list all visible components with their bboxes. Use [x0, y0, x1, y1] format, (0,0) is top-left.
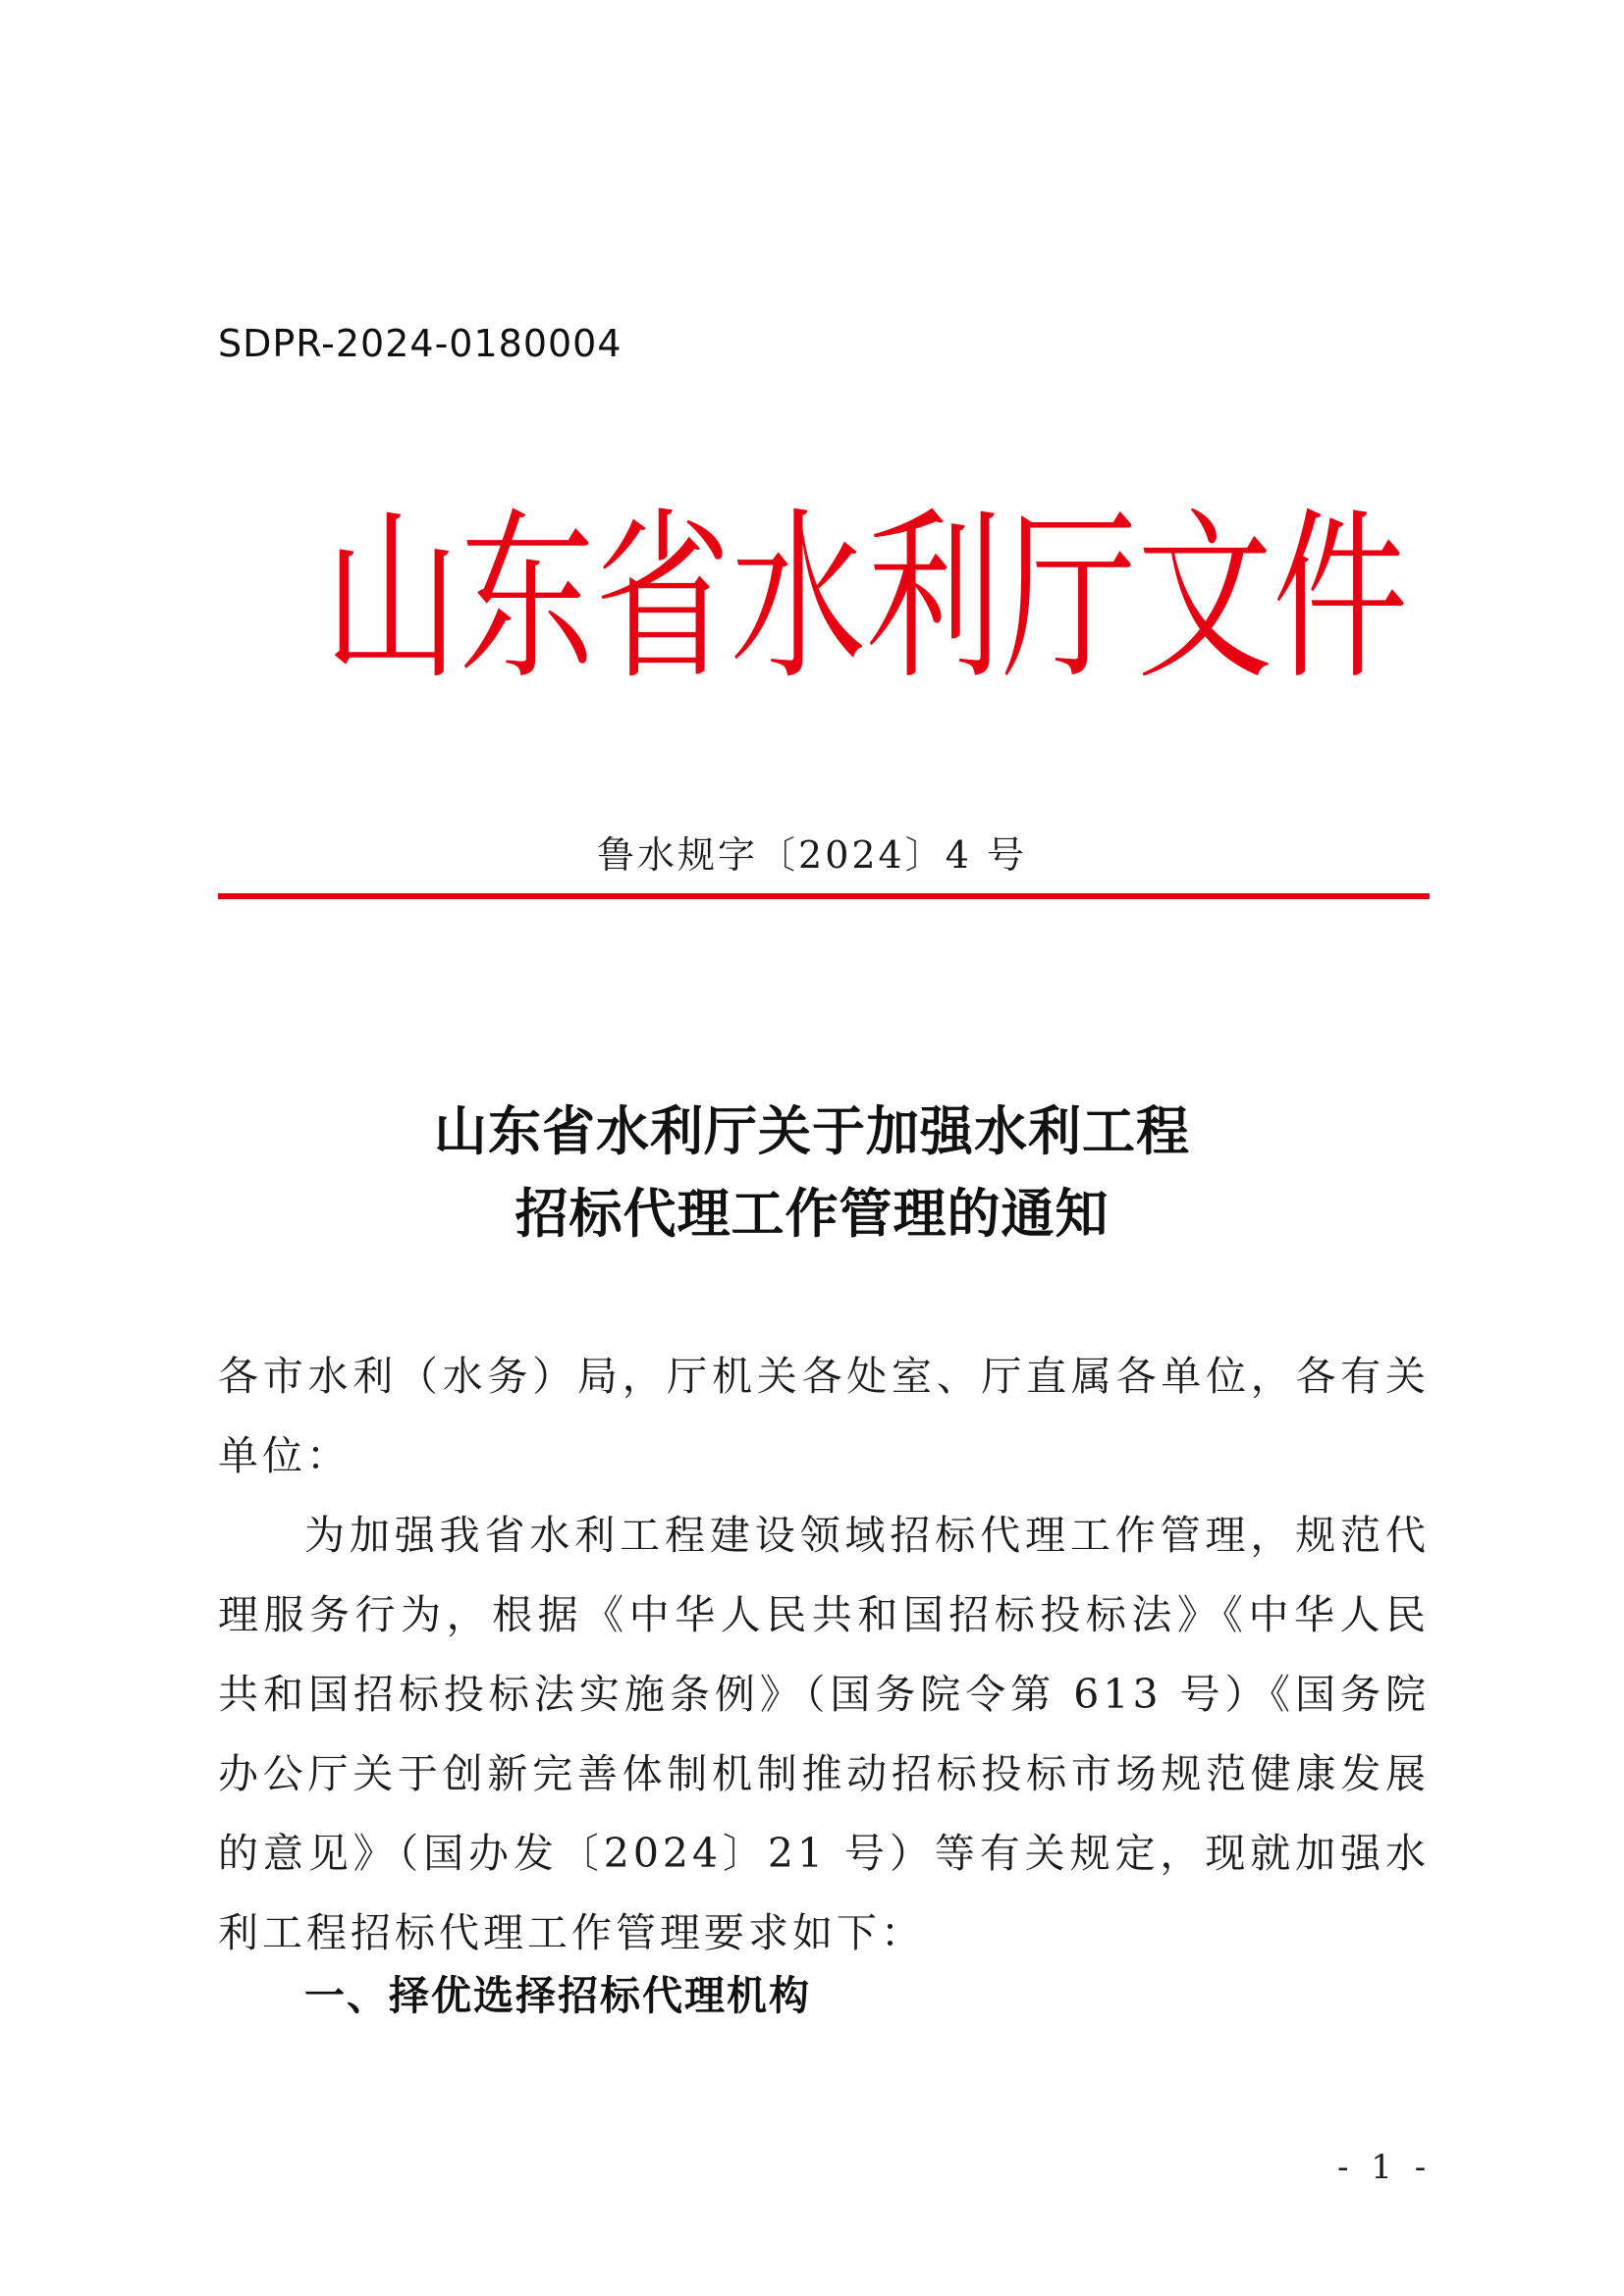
- document-body: [218, 1337, 1430, 1973]
- document-title: [0, 1090, 1624, 1255]
- issuer-char: 件: [1272, 491, 1409, 705]
- document-number: 鲁水规字〔2024〕4 号: [597, 833, 1027, 877]
- issuer-char: 文: [1137, 491, 1273, 705]
- section-heading: 一、择优选择招标代理机构: [304, 1972, 811, 2019]
- issuer-char: 厅: [1001, 491, 1138, 705]
- red-divider-line: [218, 893, 1430, 899]
- page-number: - 1 -: [1337, 2148, 1433, 2187]
- issuer-char: 山: [324, 491, 460, 705]
- issuer-char: 省: [595, 491, 731, 705]
- issuer-char: 水: [731, 491, 867, 705]
- issuer-char: 利: [866, 491, 1002, 705]
- title-line: 山东省水利厅关于加强水利工程: [434, 1099, 1190, 1162]
- document-code: SDPR-2024-0180004: [218, 322, 623, 365]
- title-line: 招标代理工作管理的通知: [514, 1182, 1110, 1245]
- issuer-char: 东: [460, 491, 596, 705]
- addressee-paragraph: 各市水利（水务）局，厅机关各处室、厅直属各单位，各有关单位：: [218, 1353, 1430, 1479]
- issuer-heading: [324, 440, 1409, 758]
- body-paragraph: 为加强我省水利工程建设领域招标代理工作管理，规范代理服务行为，根据《中华人民共和国招标投标法》《中华人民共和国招标投标法实施条例》（国务院令第 613 号）《国务院办公厅关于创新完善体制机制推动招标投标市场规范健康发展的意见》（国办发〔2024〕21 号）等有关规定，现就加强水利工程招标代理工作管理要求如下：: [218, 1512, 1430, 1956]
